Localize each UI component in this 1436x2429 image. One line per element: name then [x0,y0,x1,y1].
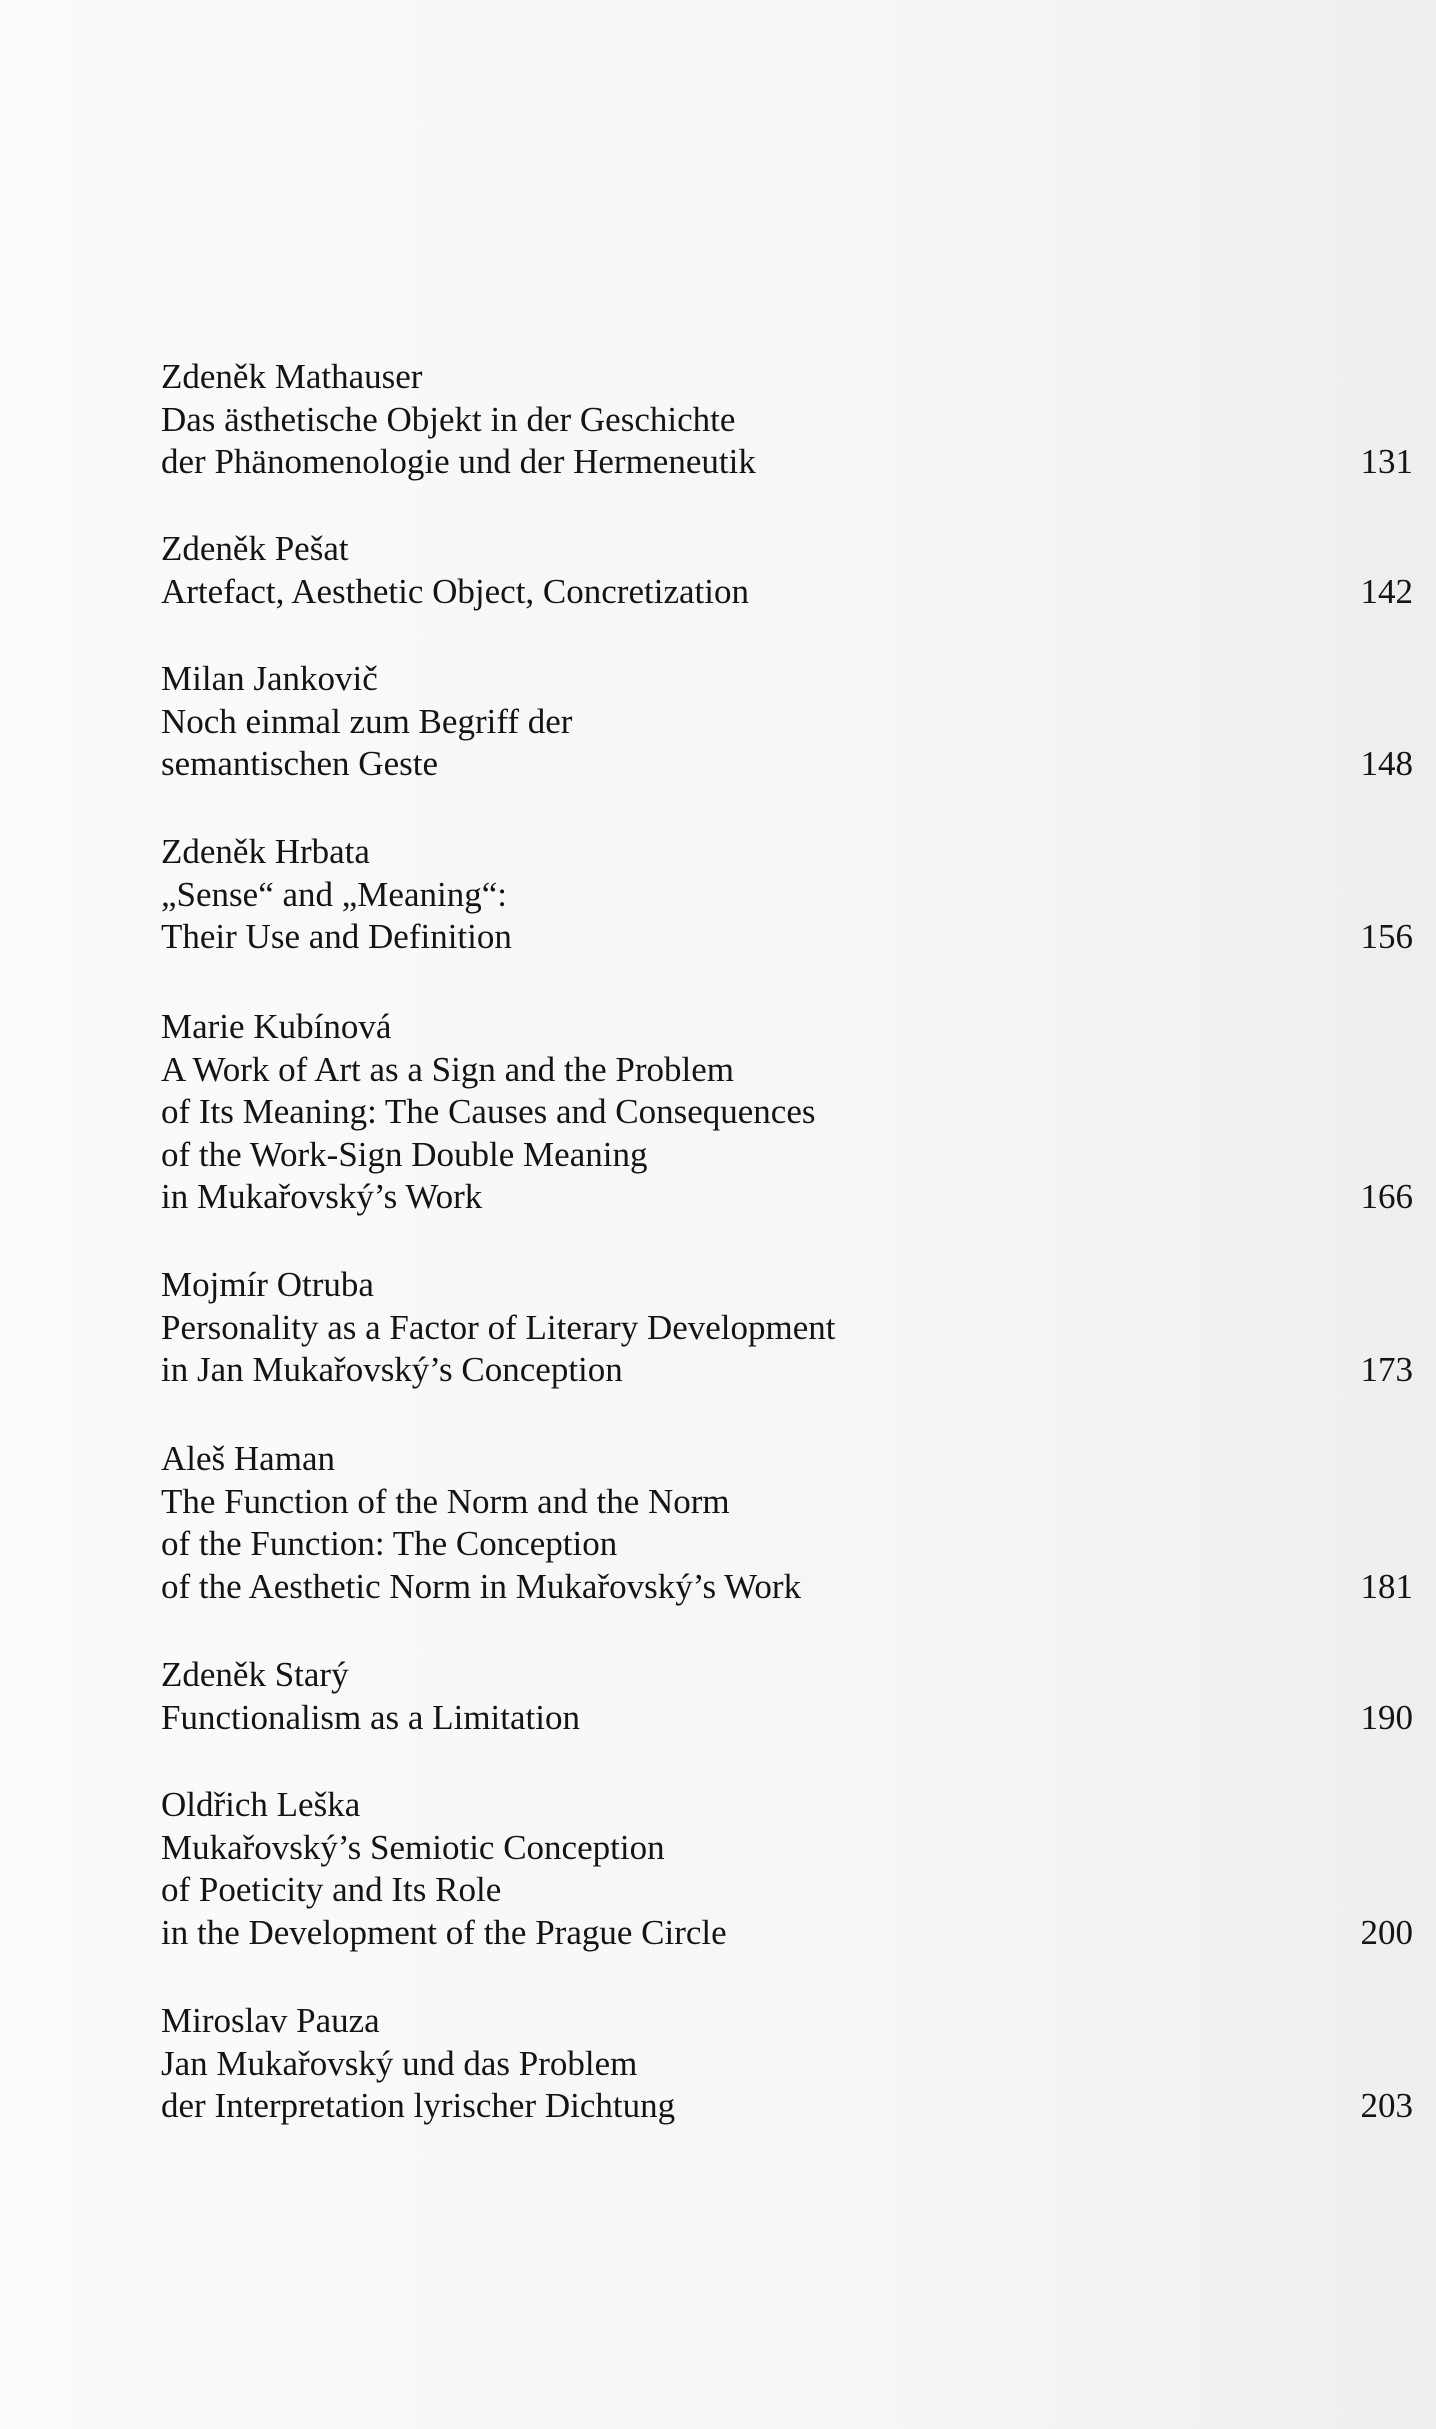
toc-entry [161,1006,1413,1219]
entry-author: Milan Jankovič [161,659,378,698]
entry-author: Zdeněk Mathauser [161,357,423,396]
toc-entry [161,528,1413,613]
toc-entry [161,1654,1413,1739]
entry-title-line: Das ästhetische Objekt in der Geschichte [161,399,736,439]
entry-title-line: A Work of Art as a Sign and the Problem [161,1049,735,1089]
entry-author: Aleš Haman [161,1439,335,1478]
entry-title-line: in the Development of the Prague Circle [161,1912,727,1952]
entry-title-line: in Jan Mukařovský’s Conception [161,1350,623,1389]
entry-author: Zdeněk Starý [161,1655,349,1694]
toc-entry [161,1784,1413,1954]
entry-title-line: Jan Mukařovský und das Problem [161,2043,638,2083]
entry-title-line: „Sense“ and „Meaning“: [161,874,507,914]
entry-author: Marie Kubínová [161,1007,392,1046]
entry-title-line: of Its Meaning: The Causes and Consequences [161,1092,816,1131]
entry-author: Mojmír Otruba [161,1265,374,1304]
toc-entry [161,2000,1413,2128]
entry-title-line: of Poeticity and Its Role [161,1870,502,1909]
entry-title-line: Their Use and Definition [161,917,512,956]
entry-title-line: Artefact, Aesthetic Object, Concretization [161,571,749,611]
entry-author: Zdeněk Hrbata [161,832,370,871]
entry-page-number: 156 [1360,917,1413,956]
entry-page-number: 181 [1360,1566,1413,1606]
entry-author: Oldřich Leška [161,1785,361,1824]
entry-title-line: of the Aesthetic Norm in Mukařovský’s Work [161,1566,802,1606]
toc-entry [161,1264,1413,1392]
toc-entry [161,1438,1413,1608]
entry-page-number: 131 [1360,442,1413,481]
entry-page-number: 173 [1360,1350,1413,1389]
entry-title-line: Functionalism as a Limitation [161,1697,580,1737]
entry-page-number: 142 [1360,571,1413,611]
toc-entry [161,356,1413,484]
entry-author: Zdeněk Pešat [161,529,349,568]
entry-page-number: 200 [1360,1912,1413,1952]
entry-title-line: Personality as a Factor of Literary Development [161,1307,836,1347]
entry-title-line: der Phänomenologie und der Hermeneutik [161,442,756,481]
entry-author: Miroslav Pauza [161,2001,380,2040]
entry-page-number: 166 [1360,1177,1413,1216]
entry-title-line: Noch einmal zum Begriff der [161,701,573,741]
entry-title-line: The Function of the Norm and the Norm [161,1481,730,1521]
entry-title-line: Mukařovský’s Semiotic Conception [161,1827,665,1867]
entry-page-number: 203 [1360,2086,1413,2125]
entry-title-line: in Mukařovský’s Work [161,1177,483,1216]
entry-page-number: 148 [1360,744,1413,783]
toc-entry [161,831,1413,959]
toc-entry [161,658,1413,786]
entry-title-line: of the Function: The Conception [161,1524,618,1563]
entry-title-line: of the Work-Sign Double Meaning [161,1134,648,1174]
entry-title-line: der Interpretation lyrischer Dichtung [161,2086,676,2125]
entry-title-line: semantischen Geste [161,744,438,783]
entry-page-number: 190 [1360,1697,1413,1737]
